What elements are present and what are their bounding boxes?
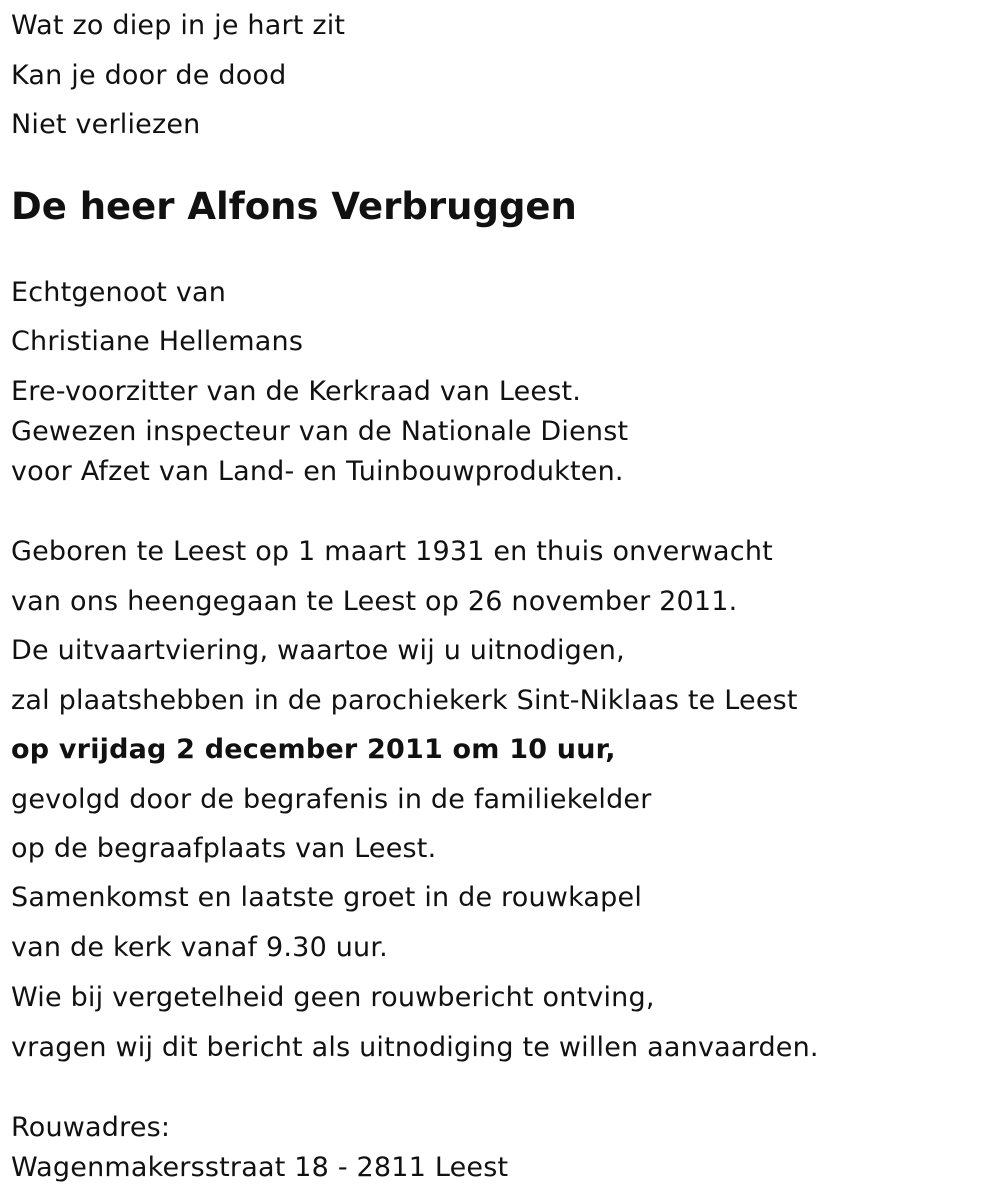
announcement-line: van ons heengegaan te Leest op 26 november 2011. — [11, 586, 738, 617]
role-line: Gewezen inspecteur van de Nationale Dienst — [11, 416, 629, 447]
address-street: Wagenmakersstraat 18 - 2811 Leest — [11, 1152, 509, 1183]
role-line: voor Afzet van Land- en Tuinbouwprodukten. — [11, 456, 624, 487]
announcement-line: zal plaatshebben in de parochiekerk Sint-Niklaas te Leest — [11, 685, 798, 716]
address-label: Rouwadres: — [11, 1112, 171, 1143]
announcement-line: op de begraafplaats van Leest. — [11, 833, 437, 864]
announcement-line: vragen wij dit bericht als uitnodiging te willen aanvaarden. — [11, 1032, 819, 1063]
announcement-line: Samenkomst en laatste groet in de rouwkapel — [11, 882, 643, 913]
spouse-label: Echtgenoot van — [11, 277, 227, 308]
announcement-line: gevolgd door de begrafenis in de familiekelder — [11, 784, 652, 815]
role-line: Ere-voorzitter van de Kerkraad van Leest. — [11, 376, 582, 407]
announcement-line: Geboren te Leest op 1 maart 1931 en thuis onverwacht — [11, 536, 773, 567]
announcement-line: De uitvaartviering, waartoe wij u uitnodigen, — [11, 635, 625, 666]
service-date-line: op vrijdag 2 december 2011 om 10 uur, — [11, 734, 616, 765]
spouse-name: Christiane Hellemans — [11, 326, 304, 357]
poem-line: Wat zo diep in je hart zit — [11, 10, 346, 41]
poem-line: Kan je door de dood — [11, 60, 287, 91]
deceased-name: De heer Alfons Verbruggen — [11, 185, 577, 228]
announcement-line: van de kerk vanaf 9.30 uur. — [11, 932, 388, 963]
poem-line: Niet verliezen — [11, 109, 201, 140]
announcement-line: Wie bij vergetelheid geen rouwbericht ontving, — [11, 982, 655, 1013]
